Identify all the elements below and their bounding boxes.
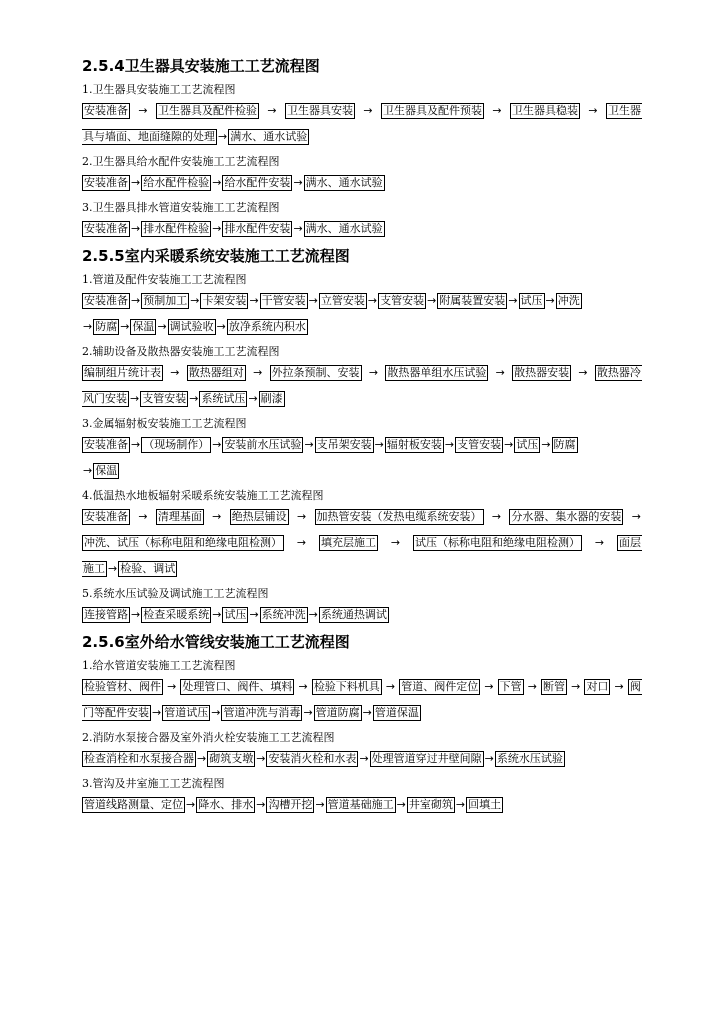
flowchart-line bbox=[82, 220, 642, 237]
subsection-heading: 3.卫生器具排水管道安装施工工艺流程图 bbox=[82, 201, 280, 214]
flow-arrow-icon: → bbox=[304, 437, 314, 451]
flow-step-box: 满水、通水试验 bbox=[305, 175, 383, 189]
flow-arrow-icon: → bbox=[212, 175, 222, 189]
flow-step-box: 处理管道穿过井壁间隙 bbox=[371, 751, 482, 765]
flow-step-box: 散热器组对 bbox=[188, 365, 244, 379]
flow-step-box: 试压 bbox=[224, 607, 247, 621]
flow-arrow-icon: → bbox=[492, 103, 502, 117]
subsection-heading: 1.给水管道安装施工工艺流程图 bbox=[82, 659, 236, 672]
flow-step-box: 沟槽开挖 bbox=[268, 797, 313, 811]
flow-step-box: 安装准备 bbox=[84, 509, 128, 523]
flow-step-box: 附属装置安装 bbox=[439, 293, 506, 307]
flow-step-box: 门等配件安装 bbox=[83, 705, 149, 719]
flow-arrow-icon: → bbox=[298, 679, 308, 693]
flow-arrow-icon: → bbox=[362, 705, 372, 719]
flowchart-line bbox=[82, 436, 642, 453]
flow-step-box: 卫生器 bbox=[608, 103, 641, 117]
flow-step-box: 检验、调试 bbox=[120, 561, 176, 575]
flow-arrow-icon: → bbox=[138, 103, 148, 117]
flow-step-box: 保温 bbox=[132, 319, 155, 333]
flow-arrow-icon: → bbox=[212, 221, 222, 235]
flow-arrow-icon: → bbox=[390, 535, 401, 549]
flow-step-box: 安装准备 bbox=[84, 175, 128, 189]
flow-step-box: 管道冲洗与消毒 bbox=[223, 705, 301, 719]
flowchart-line bbox=[82, 560, 642, 577]
flow-step-box: 卫生器具安装 bbox=[287, 103, 353, 117]
flow-step-box: 刷漆 bbox=[260, 391, 283, 405]
flow-step-box: 试压 bbox=[516, 437, 539, 451]
flow-arrow-icon: → bbox=[256, 797, 266, 811]
section-title: 2.5.4卫生器具安装施工工艺流程图 bbox=[82, 57, 320, 75]
flow-arrow-icon: → bbox=[131, 437, 141, 451]
flow-arrow-icon: → bbox=[211, 705, 221, 719]
flow-step-box: 系统通热调试 bbox=[320, 607, 387, 621]
subsection-heading: 3.管沟及井室施工工艺流程图 bbox=[82, 777, 225, 790]
flow-step-box: 管道、阀件定位 bbox=[401, 679, 479, 693]
flow-arrow-icon: → bbox=[527, 679, 537, 693]
flow-step-box: 填充层施工 bbox=[321, 535, 376, 549]
flow-arrow-icon: → bbox=[484, 751, 494, 765]
flow-step-box: 检查消栓和水泵接合器 bbox=[84, 751, 194, 765]
flowchart-line bbox=[82, 796, 642, 813]
flow-arrow-icon: → bbox=[396, 797, 406, 811]
flow-step-box: 试压 bbox=[520, 293, 543, 307]
flow-arrow-icon: → bbox=[267, 103, 277, 117]
flow-step-box: 保温 bbox=[95, 463, 118, 477]
flow-arrow-icon: → bbox=[170, 365, 180, 379]
flowchart-line bbox=[82, 102, 642, 119]
flow-arrow-icon: → bbox=[504, 437, 514, 451]
flow-arrow-icon: → bbox=[157, 319, 167, 333]
flow-arrow-icon: → bbox=[249, 293, 259, 307]
flow-arrow-icon: → bbox=[588, 103, 598, 117]
flow-step-box: 安装准备 bbox=[84, 293, 128, 307]
flow-arrow-icon: → bbox=[186, 797, 196, 811]
flow-arrow-icon: → bbox=[189, 391, 199, 405]
flow-step-box: 对口 bbox=[586, 679, 609, 693]
subsection-heading: 1.卫生器具安装施工工艺流程图 bbox=[82, 83, 236, 96]
flow-step-box: 散热器单组水压试验 bbox=[387, 365, 487, 379]
subsection-heading: 2.辅助设备及散热器安装施工工艺流程图 bbox=[82, 345, 280, 358]
flow-step-box: 支管安装 bbox=[457, 437, 502, 451]
flow-step-box: 卫生器具及配件检验 bbox=[158, 103, 257, 117]
flowchart-line bbox=[82, 508, 642, 525]
flow-arrow-icon: → bbox=[131, 607, 141, 621]
flowchart-line bbox=[82, 534, 642, 551]
flow-arrow-icon: → bbox=[212, 509, 222, 523]
flow-arrow-icon: → bbox=[297, 509, 307, 523]
flow-step-box: 满水、通水试验 bbox=[230, 129, 308, 143]
subsection-heading: 2.卫生器具给水配件安装施工工艺流程图 bbox=[82, 155, 280, 168]
flow-arrow-icon: → bbox=[363, 103, 373, 117]
flowchart-line bbox=[82, 174, 642, 191]
flow-arrow-icon: → bbox=[167, 679, 177, 693]
flow-arrow-icon: → bbox=[83, 463, 93, 477]
flow-arrow-icon: → bbox=[131, 175, 141, 189]
flow-step-box: 冲洗、试压（标称电阻和绝缘电阻检测） bbox=[84, 535, 282, 549]
section-block bbox=[82, 56, 642, 237]
flow-step-box: 管道基础施工 bbox=[327, 797, 394, 811]
flow-arrow-icon: → bbox=[212, 607, 222, 621]
flow-step-box: 排水配件安装 bbox=[224, 221, 291, 235]
flow-arrow-icon: → bbox=[249, 607, 259, 621]
flow-step-box: 支管安装 bbox=[380, 293, 425, 307]
subsection-heading: 1.管道及配件安装施工工艺流程图 bbox=[82, 273, 247, 286]
flow-arrow-icon: → bbox=[614, 679, 624, 693]
flow-step-box: 给水配件安装 bbox=[224, 175, 291, 189]
flow-arrow-icon: → bbox=[152, 705, 162, 719]
flow-step-box: 面层 bbox=[619, 535, 641, 549]
flow-step-box: （现场制作） bbox=[143, 437, 210, 451]
flow-step-box: 具与墙面、地面缝隙的处理 bbox=[83, 129, 215, 143]
flow-arrow-icon: → bbox=[315, 797, 325, 811]
flow-step-box: 安装前水压试验 bbox=[224, 437, 302, 451]
flow-step-box: 调试验收 bbox=[169, 319, 214, 333]
flow-step-box: 分水器、集水器的安装 bbox=[511, 509, 622, 523]
flow-step-box: 风门安装 bbox=[83, 391, 127, 405]
flow-arrow-icon: → bbox=[130, 391, 140, 405]
section-block bbox=[82, 246, 642, 623]
flow-arrow-icon: → bbox=[216, 319, 226, 333]
flow-arrow-icon: → bbox=[296, 535, 307, 549]
flow-arrow-icon: → bbox=[83, 319, 93, 333]
flow-step-box: 管道试压 bbox=[164, 705, 209, 719]
flow-arrow-icon: → bbox=[631, 509, 641, 523]
flowchart-line bbox=[82, 678, 642, 695]
flow-arrow-icon: → bbox=[248, 391, 258, 405]
flow-arrow-icon: → bbox=[545, 293, 555, 307]
flow-step-box: 检查采暖系统 bbox=[143, 607, 210, 621]
flow-step-box: 安装准备 bbox=[84, 103, 128, 117]
flow-step-box: 施工 bbox=[83, 561, 105, 575]
flow-step-box: 降水、排水 bbox=[198, 797, 254, 811]
section-title: 2.5.5室内采暖系统安装施工工艺流程图 bbox=[82, 247, 350, 265]
flow-arrow-icon: → bbox=[138, 509, 148, 523]
flowchart-line bbox=[82, 364, 642, 381]
flowchart-line bbox=[82, 390, 642, 407]
flow-step-box: 检验下料机具 bbox=[313, 679, 380, 693]
flow-arrow-icon: → bbox=[212, 437, 222, 451]
flow-step-box: 辐射板安装 bbox=[386, 437, 442, 451]
flow-step-box: 系统试压 bbox=[201, 391, 246, 405]
flow-arrow-icon: → bbox=[197, 751, 207, 765]
flow-step-box: 冲洗 bbox=[557, 293, 580, 307]
flow-step-box: 清理基面 bbox=[157, 509, 202, 523]
flow-arrow-icon: → bbox=[374, 437, 384, 451]
flow-arrow-icon: → bbox=[508, 293, 518, 307]
flowchart-line bbox=[82, 462, 642, 479]
section-block bbox=[82, 632, 642, 813]
flow-arrow-icon: → bbox=[484, 679, 494, 693]
flow-arrow-icon: → bbox=[190, 293, 200, 307]
flow-step-box: 加热管安装（发热电缆系统安装） bbox=[316, 509, 482, 523]
flow-step-box: 安装准备 bbox=[84, 221, 128, 235]
flow-step-box: 卡架安装 bbox=[202, 293, 247, 307]
flow-arrow-icon: → bbox=[131, 293, 141, 307]
flow-step-box: 管道防腐 bbox=[315, 705, 360, 719]
flow-step-box: 绝热层铺设 bbox=[231, 509, 287, 523]
flow-step-box: 外拉条预制、安装 bbox=[271, 365, 360, 379]
flow-step-box: 立管安装 bbox=[320, 293, 365, 307]
flowchart-line bbox=[82, 704, 642, 721]
flow-step-box: 卫生器具稳装 bbox=[512, 103, 578, 117]
flow-step-box: 试压（标称电阻和绝缘电阻检测） bbox=[415, 535, 580, 549]
flow-arrow-icon: → bbox=[308, 607, 318, 621]
flow-step-box: 连接管路 bbox=[84, 607, 128, 621]
flow-arrow-icon: → bbox=[359, 751, 369, 765]
subsection-heading: 5.系统水压试验及调试施工工艺流程图 bbox=[82, 587, 269, 600]
flow-arrow-icon: → bbox=[578, 365, 588, 379]
flow-step-box: 井室砌筑 bbox=[408, 797, 453, 811]
flowchart-line bbox=[82, 750, 642, 767]
flow-arrow-icon: → bbox=[541, 437, 551, 451]
document-page bbox=[82, 56, 642, 822]
flow-step-box: 安装消火栓和水表 bbox=[268, 751, 357, 765]
flow-step-box: 给水配件检验 bbox=[143, 175, 210, 189]
flow-arrow-icon: → bbox=[293, 175, 303, 189]
flow-step-box: 处理管口、阀件、填料 bbox=[182, 679, 293, 693]
subsection-heading: 3.金属辐射板安装施工工艺流程图 bbox=[82, 417, 247, 430]
flow-step-box: 管道保温 bbox=[374, 705, 419, 719]
flow-arrow-icon: → bbox=[455, 797, 466, 811]
flow-arrow-icon: → bbox=[293, 221, 303, 235]
flow-step-box: 卫生器具及配件预装 bbox=[383, 103, 482, 117]
flow-arrow-icon: → bbox=[218, 129, 228, 143]
flow-step-box: 编制组片统计表 bbox=[84, 365, 161, 379]
flow-arrow-icon: → bbox=[385, 679, 396, 693]
flow-step-box: 防腐 bbox=[553, 437, 576, 451]
flow-step-box: 阀 bbox=[629, 679, 641, 693]
flow-arrow-icon: → bbox=[594, 535, 605, 549]
flow-arrow-icon: → bbox=[571, 679, 581, 693]
flow-step-box: 满水、通水试验 bbox=[305, 221, 383, 235]
flow-step-box: 系统冲洗 bbox=[261, 607, 306, 621]
flow-step-box: 检验管材、阀件 bbox=[84, 679, 161, 693]
flow-step-box: 管道线路测量、定位 bbox=[84, 797, 183, 811]
subsection-heading: 4.低温热水地板辐射采暖系统安装施工工艺流程图 bbox=[82, 489, 324, 502]
flow-arrow-icon: → bbox=[120, 319, 130, 333]
flow-step-box: 砌筑支墩 bbox=[209, 751, 254, 765]
flow-step-box: 支吊架安装 bbox=[316, 437, 372, 451]
flow-arrow-icon: → bbox=[253, 365, 263, 379]
flowchart-line bbox=[82, 128, 642, 145]
flow-arrow-icon: → bbox=[444, 437, 455, 451]
flow-step-box: 断管 bbox=[543, 679, 566, 693]
flowchart-line bbox=[82, 292, 642, 309]
flow-step-box: 支管安装 bbox=[142, 391, 187, 405]
flow-step-box: 下管 bbox=[499, 679, 522, 693]
flow-arrow-icon: → bbox=[367, 293, 378, 307]
flow-step-box: 散热器安装 bbox=[514, 365, 570, 379]
flow-step-box: 安装准备 bbox=[84, 437, 128, 451]
flow-arrow-icon: → bbox=[256, 751, 266, 765]
flow-arrow-icon: → bbox=[303, 705, 313, 719]
section-title: 2.5.6室外给水管线安装施工工艺流程图 bbox=[82, 633, 350, 651]
flowchart-line bbox=[82, 606, 642, 623]
flow-step-box: 预制加工 bbox=[143, 293, 188, 307]
flow-arrow-icon: → bbox=[491, 509, 502, 523]
flow-step-box: 系统水压试验 bbox=[496, 751, 563, 765]
flow-step-box: 放净系统内积水 bbox=[228, 319, 306, 333]
flow-step-box: 干管安装 bbox=[261, 293, 306, 307]
flow-arrow-icon: → bbox=[308, 293, 318, 307]
flowchart-line bbox=[82, 318, 642, 335]
flow-arrow-icon: → bbox=[368, 365, 379, 379]
flow-step-box: 排水配件检验 bbox=[143, 221, 210, 235]
flow-arrow-icon: → bbox=[427, 293, 437, 307]
flow-step-box: 散热器冷 bbox=[596, 365, 641, 379]
flow-arrow-icon: → bbox=[495, 365, 505, 379]
subsection-heading: 2.消防水泵接合器及室外消火栓安装施工工艺流程图 bbox=[82, 731, 335, 744]
flow-arrow-icon: → bbox=[108, 561, 118, 575]
flow-arrow-icon: → bbox=[131, 221, 141, 235]
flow-step-box: 回填土 bbox=[468, 797, 502, 811]
flow-step-box: 防腐 bbox=[95, 319, 118, 333]
